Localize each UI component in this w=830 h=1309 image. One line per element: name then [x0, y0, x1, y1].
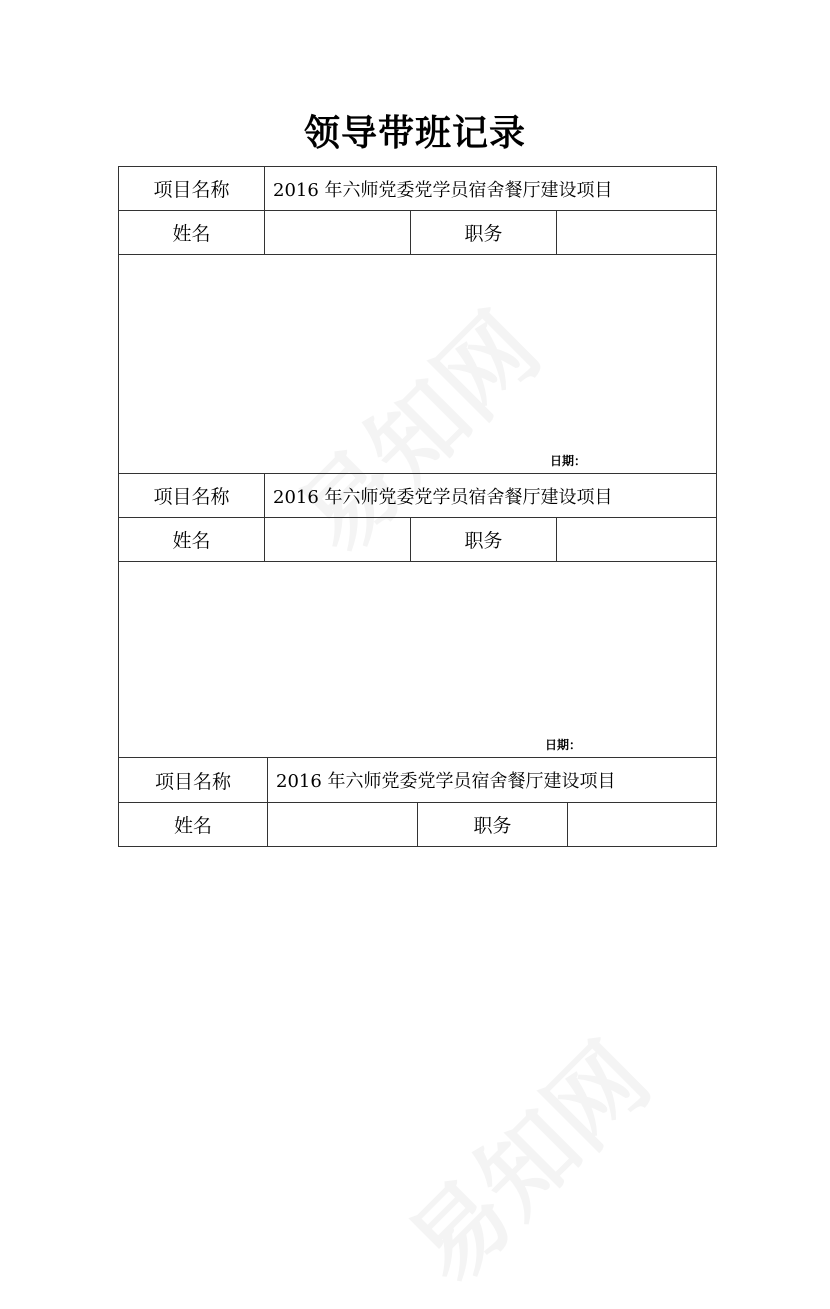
project-name-label: 项目名称: [119, 758, 268, 803]
project-name-value[interactable]: 2016 年六师党委党学员宿舍餐厅建设项目: [265, 474, 717, 518]
date-label: 日期：: [545, 738, 582, 752]
position-value[interactable]: [557, 518, 717, 562]
project-name-label: 项目名称: [119, 167, 265, 211]
watermark: [374, 1008, 675, 1309]
project-name-value[interactable]: 2016 年六师党委党学员宿舍餐厅建设项目: [265, 167, 717, 211]
date-label: 日期：: [550, 454, 587, 468]
record-table-2: [118, 473, 717, 758]
name-value[interactable]: [268, 803, 418, 847]
record-table-3: [118, 757, 717, 847]
page-title: 领导带班记录: [303, 112, 526, 154]
position-label: 职务: [411, 518, 557, 562]
record-content-area[interactable]: [119, 562, 717, 758]
name-value[interactable]: [265, 518, 411, 562]
name-value[interactable]: [265, 211, 411, 255]
project-name-label: 项目名称: [119, 474, 265, 518]
name-label: 姓名: [119, 211, 265, 255]
position-label: 职务: [418, 803, 568, 847]
record-table-1: [118, 166, 717, 474]
position-label: 职务: [411, 211, 557, 255]
name-label: 姓名: [119, 518, 265, 562]
name-label: 姓名: [119, 803, 268, 847]
position-value[interactable]: [557, 211, 717, 255]
position-value[interactable]: [568, 803, 717, 847]
record-content-area[interactable]: [119, 255, 717, 474]
project-name-value[interactable]: 2016 年六师党委党学员宿舍餐厅建设项目: [268, 758, 717, 803]
